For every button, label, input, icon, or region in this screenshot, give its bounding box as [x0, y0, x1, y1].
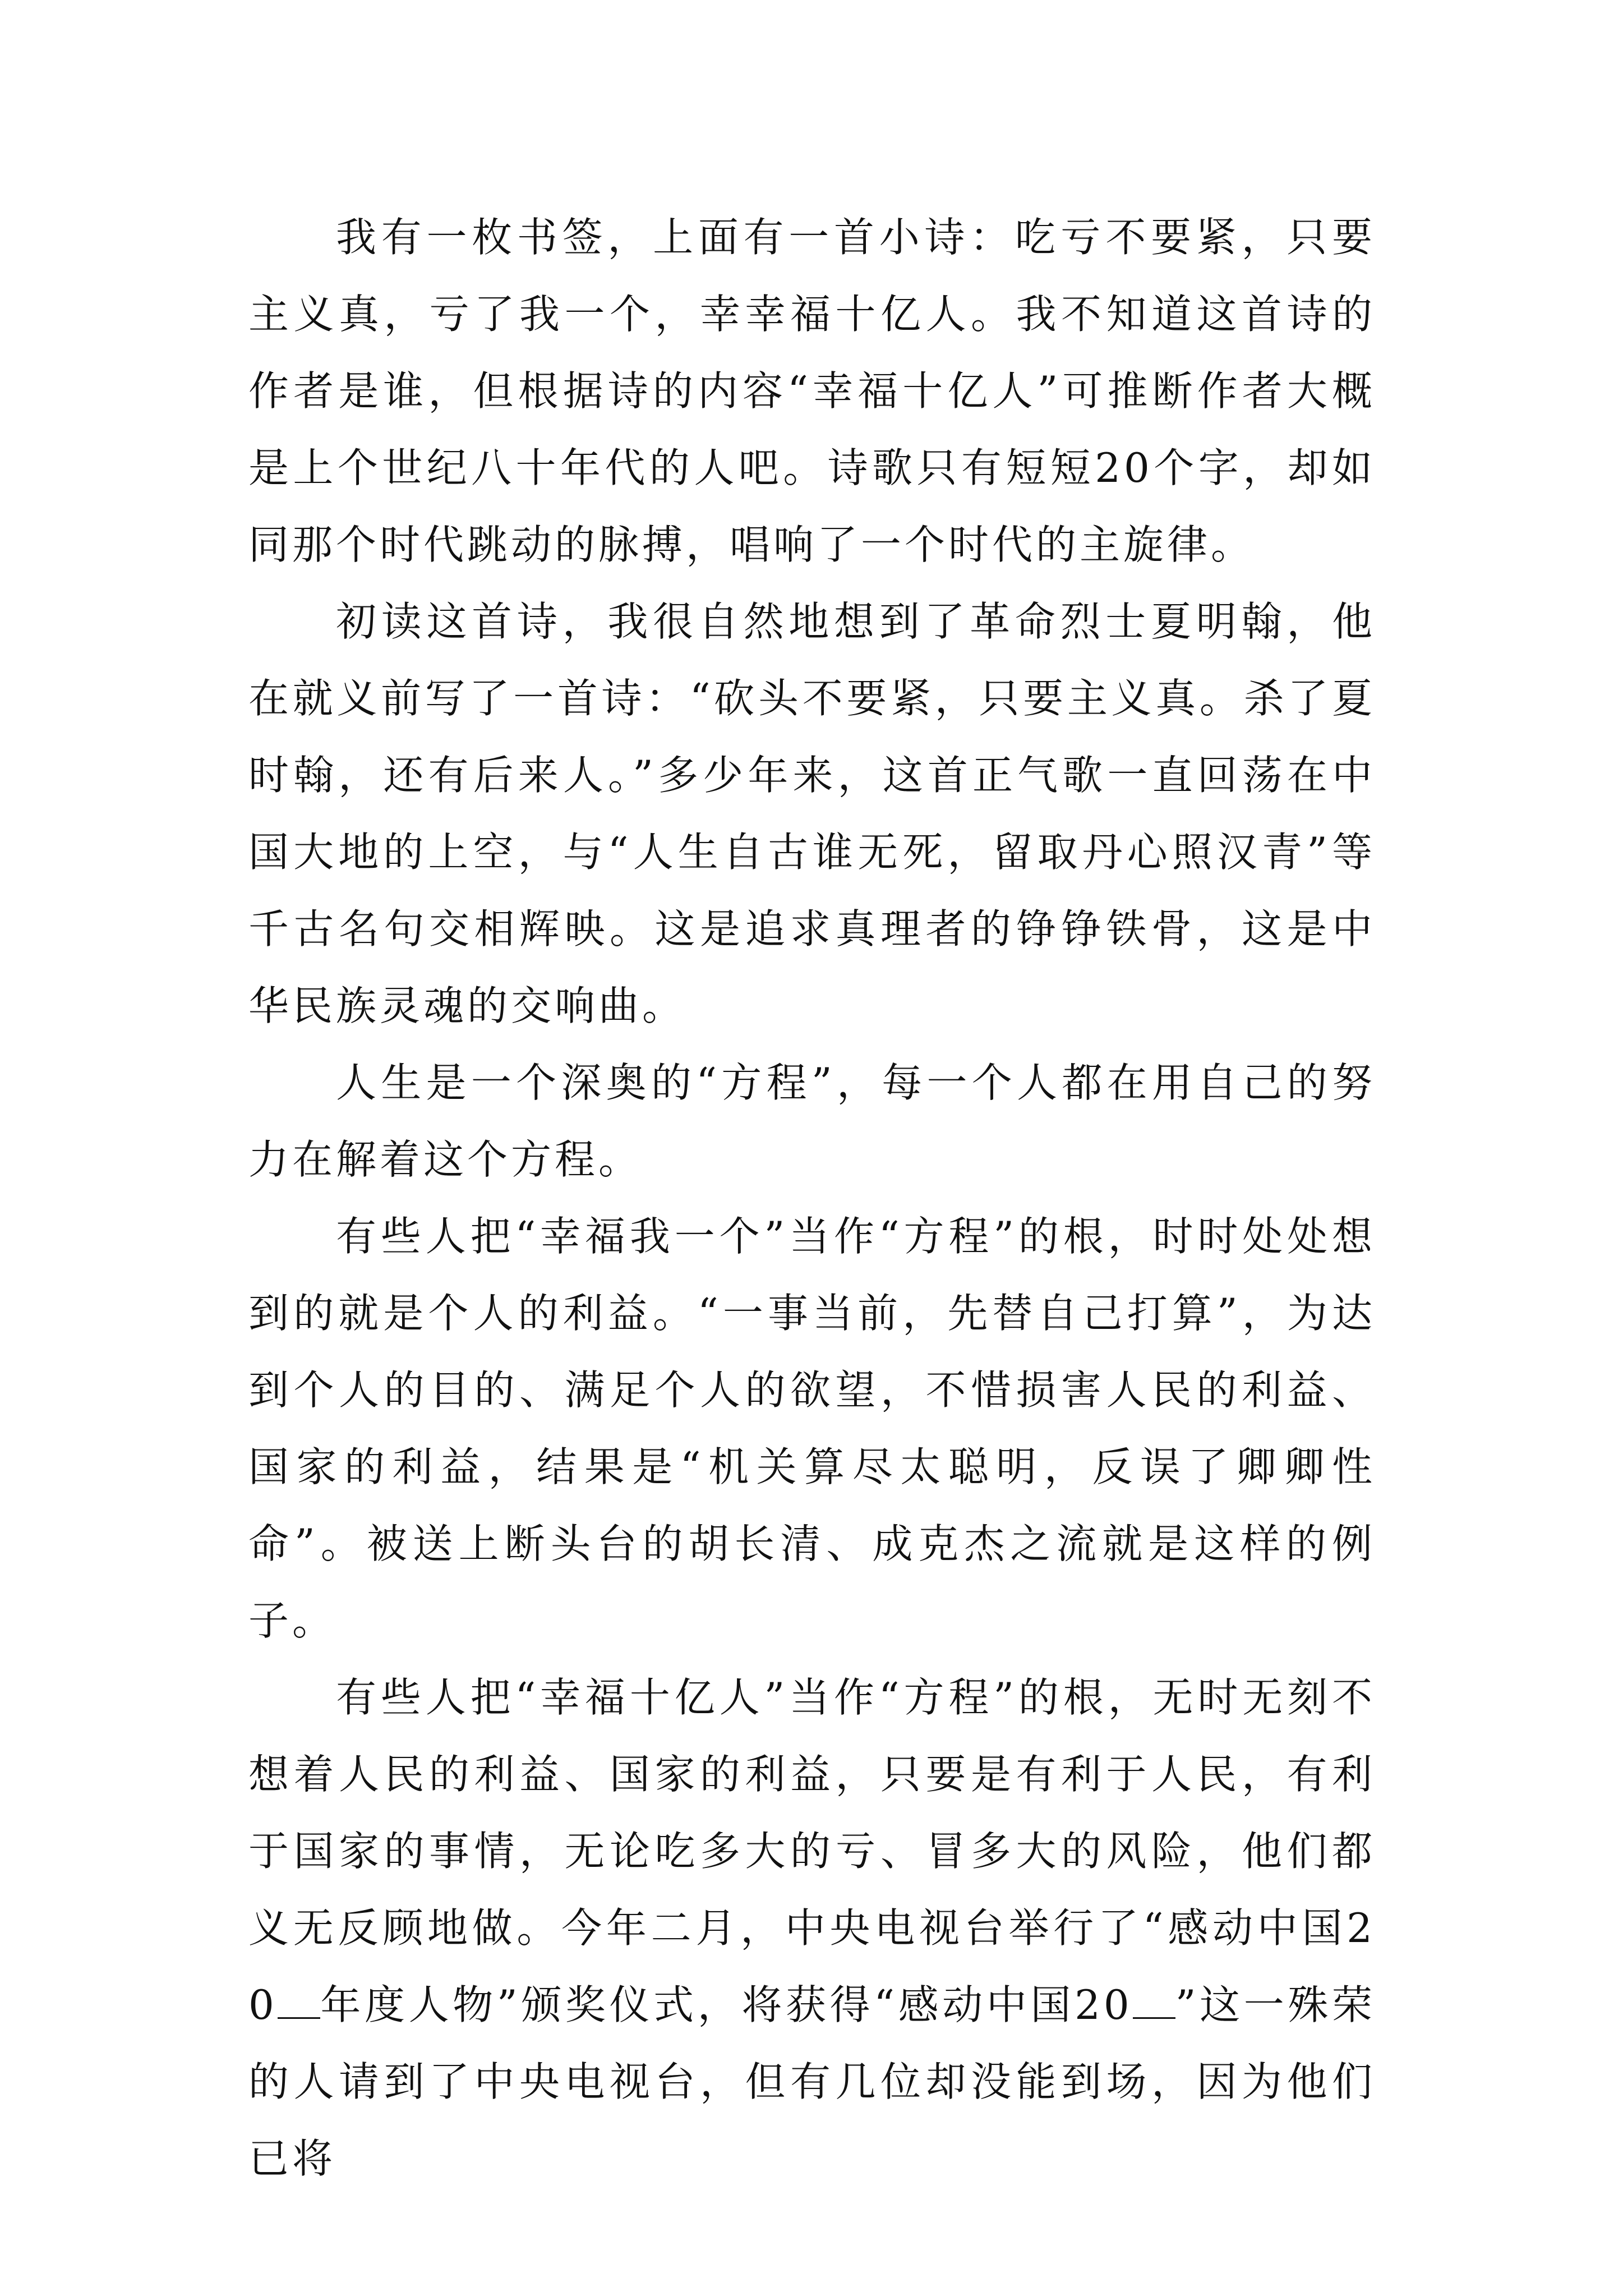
paragraph-text-part2: 年度人物”颁奖仪式，将获得“感动中国20: [320, 1981, 1133, 2028]
paragraph-bookmark-poem: 我有一枚书签，上面有一首小诗：吃亏不要紧，只要主义真，亏了我一个，幸幸福十亿人。我不知道这首诗的作者是谁，但根据诗的内容“幸福十亿人”可推断作者大概是上个世纪八十年代的人吧。诗歌只有短短20个字，却如同那个时代跳动的脉搏，唱响了一个时代的主旋律。: [248, 214, 1376, 568]
article-body: [248, 199, 1376, 2197]
blank-underline: [1133, 1982, 1175, 2019]
paragraph-selfish-people: 有些人把“幸福我一个”当作“方程”的根，时时处处想到的就是个人的利益。“一事当前，先替自己打算”，为达到个人的目的、满足个人的欲望，不惜损害人民的利益、国家的利益，结果是“机关算尽太聪明，反误了卿卿性命”。被送上断头台的胡长清、成克杰之流就是这样的例子。: [248, 1213, 1376, 1644]
paragraph-selfless-people: [248, 1659, 1376, 2197]
paragraph-xia-minghan: 初读这首诗，我很自然地想到了革命烈士夏明翰，他在就义前写了一首诗：“砍头不要紧，只要主义真。杀了夏时翰，还有后来人。”多少年来，这首正气歌一直回荡在中国大地的上空，与“人生自古谁无死，留取丹心照汉青”等千古名句交相辉映。这是追求真理者的铮铮铁骨，这是中华民族灵魂的交响曲。: [248, 598, 1376, 1029]
paragraph-text-part3: ”这一殊荣的人请到了中央电视台，但有几位却没能到场，因为他们已将: [248, 1981, 1376, 2182]
blank-underline: [278, 1982, 320, 2019]
paragraph-life-equation: 人生是一个深奥的“方程”，每一个人都在用自己的努力在解着这个方程。: [248, 1059, 1376, 1183]
paragraph-text-part1: 有些人把“幸福十亿人”当作“方程”的根，无时无刻不想着人民的利益、国家的利益，只要是有利于人民，有利于国家的事情，无论吃多大的亏、冒多大的风险，他们都义无反顾地做。今年二月，中央电视台举行了“感动中国20: [248, 1674, 1376, 2028]
